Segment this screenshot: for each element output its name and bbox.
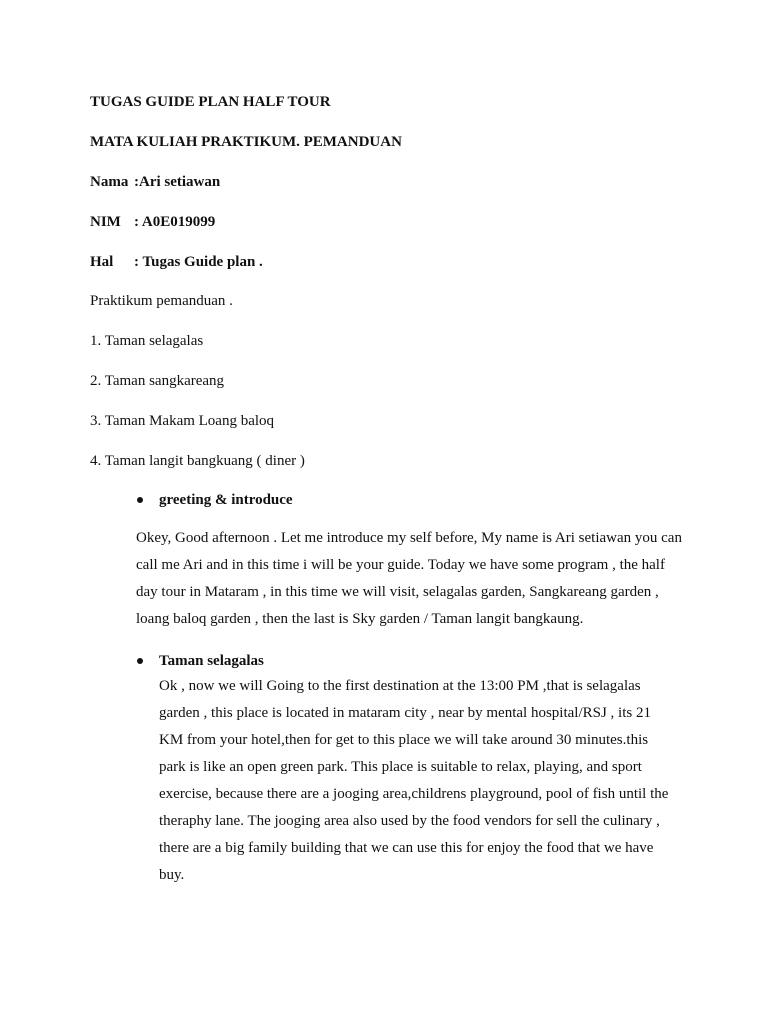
- itinerary-item: 2. Taman sangkareang: [90, 373, 225, 389]
- info-value: :Ari setiawan: [134, 174, 221, 190]
- paragraph-line: day tour in Mataram , in this time we will visit, selagalas garden, Sangkareang garden ,: [136, 584, 659, 600]
- paragraph-line: Ok , now we will Going to the first destination at the 13:00 PM ,that is selagalas: [159, 678, 641, 694]
- info-name-row: [90, 173, 220, 191]
- info-label: Hal: [90, 254, 114, 270]
- itinerary-item: 4. Taman langit bangkuang ( diner ): [90, 453, 305, 469]
- paragraph-line: exercise, because there are a jooging area,childrens playground, pool of fish until the: [159, 786, 669, 802]
- info-label: NIM: [90, 214, 121, 230]
- bullet-icon: [137, 658, 143, 664]
- subtitle: Praktikum pemanduan .: [90, 293, 233, 309]
- document-title: TUGAS GUIDE PLAN HALF TOUR: [90, 94, 331, 110]
- section-paragraph: [136, 525, 682, 633]
- paragraph-line: theraphy lane. The jooging area also used by the food vendors for sell the culinary ,: [159, 813, 660, 829]
- paragraph-line: garden , this place is located in mataram city , near by mental hospital/RSJ , its 21: [159, 705, 651, 721]
- section-heading: greeting & introduce: [159, 492, 293, 508]
- paragraph-line: Okey, Good afternoon . Let me introduce my self before, My name is Ari setiawan you can: [136, 530, 682, 546]
- paragraph-line: loang baloq garden , then the last is Sky garden / Taman langit bangkaung.: [136, 611, 584, 627]
- itinerary-item: 3. Taman Makam Loang baloq: [90, 413, 275, 429]
- info-hal-row: [90, 253, 263, 271]
- section-heading: Taman selagalas: [159, 653, 264, 669]
- paragraph-line: KM from your hotel,then for get to this place we will take around 30 minutes.this: [159, 732, 649, 748]
- paragraph-line: buy.: [159, 867, 185, 883]
- info-value: : A0E019099: [134, 214, 216, 230]
- course-name: MATA KULIAH PRAKTIKUM. PEMANDUAN: [90, 134, 402, 150]
- paragraph-line: there are a big family building that we can use this for enjoy the food that we have: [159, 840, 654, 856]
- itinerary-item: 1. Taman selagalas: [90, 333, 204, 349]
- paragraph-line: call me Ari and in this time i will be your guide. Today we have some program , the half: [136, 557, 665, 573]
- section-paragraph: [159, 673, 668, 889]
- info-nim-row: [90, 213, 215, 231]
- bullet-icon: [137, 497, 143, 503]
- paragraph-line: park is like an open green park. This place is suitable to relax, playing, and sport: [159, 759, 642, 775]
- info-value: : Tugas Guide plan .: [134, 254, 263, 270]
- info-label: Nama: [90, 174, 129, 190]
